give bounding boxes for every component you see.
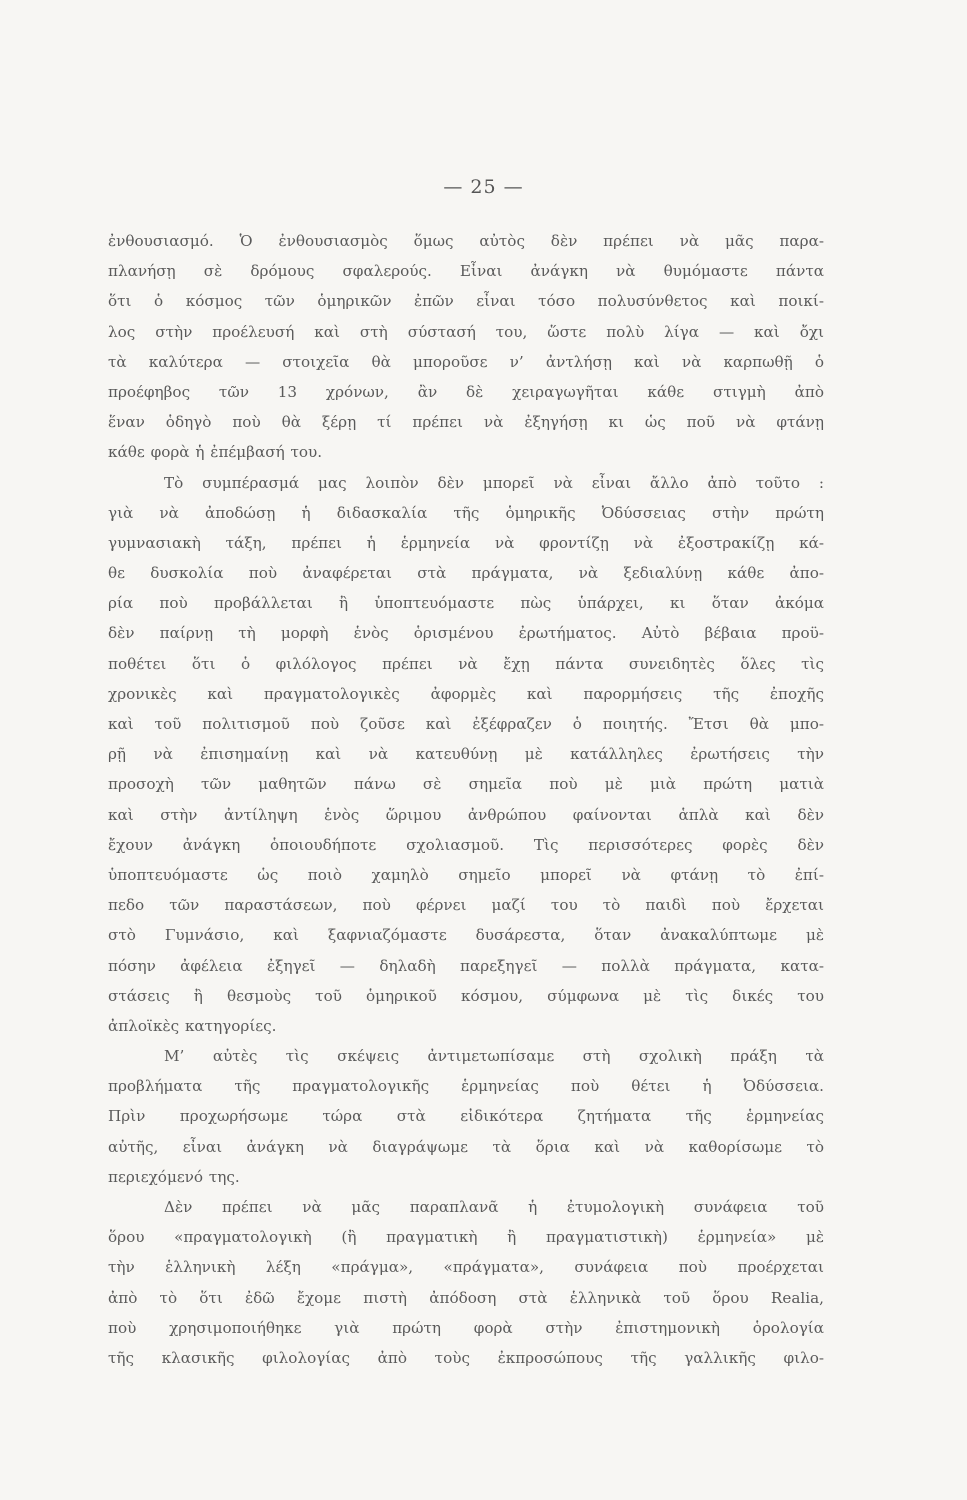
text-line: Πρὶν προχωρήσωμε τώρα στὰ εἰδικότερα ζητήματα τῆς ἑρμηνείας <box>108 1107 824 1126</box>
text-line: Μ’ αὐτὲς τὶς σκέψεις ἀντιμετωπίσαμε στὴ σχολικὴ πράξη τὰ <box>164 1047 824 1066</box>
text-line: κάθε φορὰ ἡ ἐπέμβασή του. <box>108 443 323 462</box>
text-line: γιὰ νὰ ἀποδώσῃ ἡ διδασκαλία τῆς ὁμηρικῆς Ὀδύσσειας στὴν πρώτη <box>108 503 824 522</box>
text-line: ρία ποὺ προβάλλεται ἢ ὑποπτευόμαστε πὼς ὑπάρχει, κι ὅταν ἀκόμα <box>108 594 824 613</box>
text-line: τῆς κλασικῆς φιλολογίας ἀπὸ τοὺς ἐκπροσώπους τῆς γαλλικῆς φιλο- <box>108 1348 824 1367</box>
text-line: ἔχουν ἀνάγκη ὁποιουδήποτε σχολιασμοῦ. Τὶς περισσότερες φορὲς δὲν <box>108 835 824 854</box>
text-line: ποὺ χρησιμοποιήθηκε γιὰ πρώτη φορὰ στὴν ἐπιστημονικὴ ὁρολογία <box>108 1318 824 1337</box>
paragraph <box>108 468 824 1042</box>
text-line: δὲν παίρνῃ τὴ μορφὴ ἑνὸς ὁρισμένου ἐρωτήματος. Αὐτὸ βέβαια προϋ- <box>108 624 824 643</box>
text-line: ἀπλοϊκὲς κατηγορίες. <box>108 1016 277 1035</box>
text-line: προσοχὴ τῶν μαθητῶν πάνω σὲ σημεῖα ποὺ μὲ μιὰ πρώτη ματιὰ <box>108 775 824 794</box>
text-line: τὴν ἑλληνικὴ λέξη «πράγμα», «πράγματα», συνάφεια ποὺ προέρχεται <box>108 1258 824 1277</box>
text-line: λος στὴν προέλευσή καὶ στὴ σύστασή του, ὥστε πολὺ λίγα — καὶ ὄχι <box>108 322 824 341</box>
text-line: γυμνασιακὴ τάξη, πρέπει ἡ ἑρμηνεία νὰ φροντίζῃ νὰ ἐξοστρακίζῃ κά- <box>108 533 824 552</box>
text-line: προβλήματα τῆς πραγματολογικῆς ἑρμηνείας ποὺ θέτει ἡ Ὀδύσσεια. <box>108 1077 824 1096</box>
text-line: Δὲν πρέπει νὰ μᾶς παραπλανᾶ ἡ ἐτυμολογικὴ συνάφεια τοῦ <box>164 1198 824 1216</box>
text-line: θε δυσκολία ποὺ ἀναφέρεται στὰ πράγματα, νὰ ξεδιαλύνῃ κάθε ἀπο- <box>108 564 824 583</box>
text-line: ποθέτει ὅτι ὁ φιλόλογος πρέπει νὰ ἔχῃ πάντα συνειδητὲς ὅλες τὶς <box>108 654 824 673</box>
page-number: — 25 — <box>443 176 524 198</box>
text-line: ὅτι ὁ κόσμος τῶν ὁμηρικῶν ἐπῶν εἶναι τόσο πολυσύνθετος καὶ ποικί- <box>108 292 824 311</box>
text-line: Τὸ συμπέρασμά μας λοιπὸν δὲν μπορεῖ νὰ εἶναι ἄλλο ἀπὸ τοῦτο : <box>164 473 824 492</box>
text-line: ἐνθουσιασμό. Ὁ ἐνθουσιασμὸς ὅμως αὐτὸς δὲν πρέπει νὰ μᾶς παρα- <box>108 232 824 250</box>
text-line: προέφηβος τῶν 13 χρόνων, ἂν δὲ χειραγωγῆται κάθε στιγμὴ ἀπὸ <box>108 382 824 401</box>
text-line: ὅρου «πραγματολογικὴ (ἢ πραγματικὴ ἢ πραγματιστικὴ) ἑρμηνεία» μὲ <box>108 1228 824 1247</box>
text-line: αὐτῆς, εἶναι ἀνάγκη νὰ διαγράψωμε τὰ ὅρια καὶ νὰ καθορίσωμε τὸ <box>108 1137 824 1156</box>
text-line: τὰ καλύτερα — στοιχεῖα θὰ μποροῦσε ν’ ἀντλήσῃ καὶ νὰ καρπωθῇ ὁ <box>108 352 824 371</box>
text-line: πεδο τῶν παραστάσεων, ποὺ φέρνει μαζί του τὸ παιδὶ ποὺ ἔρχεται <box>108 896 824 915</box>
paragraph <box>108 226 824 468</box>
text-line: πλανήσῃ σὲ δρόμους σφαλερούς. Εἶναι ἀνάγκη νὰ θυμόμαστε πάντα <box>108 262 824 281</box>
text-line: ἀπὸ τὸ ὅτι ἐδῶ ἔχομε πιστὴ ἀπόδοση στὰ ἑλληνικὰ τοῦ ὅρου Realia, <box>108 1288 824 1307</box>
text-line: ἕναν ὁδηγὸ ποὺ θὰ ξέρῃ τί πρέπει νὰ ἐξηγήσῃ κι ὡς ποῦ νὰ φτάνῃ <box>108 413 824 432</box>
body-text <box>108 226 824 1373</box>
text-line: περιεχόμενό της. <box>108 1167 240 1186</box>
text-line: πόσην ἀφέλεια ἐξηγεῖ — δηλαδὴ παρεξηγεῖ — πολλὰ πράγματα, κατα- <box>108 956 824 975</box>
text-line: στάσεις ἢ θεσμοὺς τοῦ ὁμηρικοῦ κόσμου, σύμφωνα μὲ τὶς δικές του <box>108 986 824 1005</box>
paragraph <box>108 1192 824 1373</box>
text-line: στὸ Γυμνάσιο, καὶ ξαφνιαζόμαστε δυσάρεστα, ὅταν ἀνακαλύπτωμε μὲ <box>108 926 824 945</box>
text-line: καὶ στὴν ἀντίληψη ἑνὸς ὥριμου ἀνθρώπου φαίνονται ἁπλὰ καὶ δὲν <box>108 805 824 824</box>
paragraph <box>108 1041 824 1192</box>
text-line: ὑποπτευόμαστε ὡς ποιὸ χαμηλὸ σημεῖο μπορεῖ νὰ φτάνῃ τὸ ἐπί- <box>108 865 824 884</box>
text-line: καὶ τοῦ πολιτισμοῦ ποὺ ζοῦσε καὶ ἐξέφραζεν ὁ ποιητής. Ἔτσι θὰ μπο- <box>108 715 824 733</box>
text-line: χρονικὲς καὶ πραγματολογικὲς ἀφορμὲς καὶ παρορμήσεις τῆς ἐποχῆς <box>108 684 824 703</box>
text-line: ρῇ νὰ ἐπισημαίνῃ καὶ νὰ κατευθύνῃ μὲ κατάλληλες ἐρωτήσεις τὴν <box>108 745 824 764</box>
